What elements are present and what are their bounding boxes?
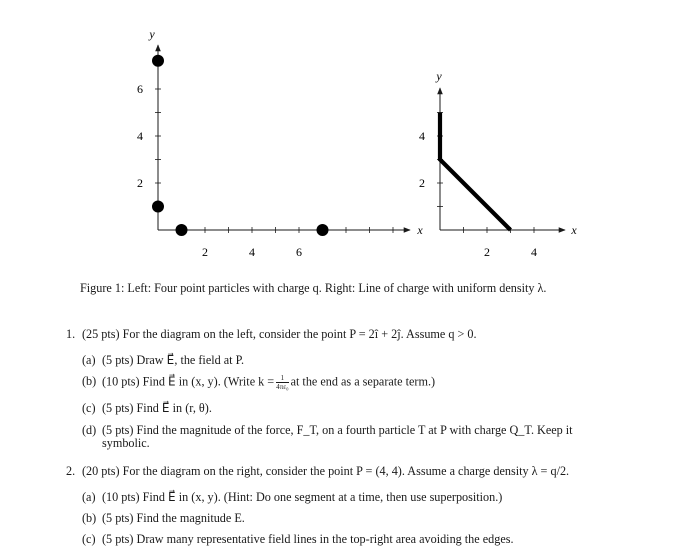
line-charge <box>440 113 511 231</box>
question-2a-label: (a) <box>82 490 96 504</box>
left-y-tick-label: 6 <box>137 82 143 96</box>
question-2c-text: (5 pts) Draw many representative field lines in the top-right area avoiding the edges. <box>102 532 514 546</box>
question-1d-label: (d) <box>82 423 97 437</box>
question-1c-text: (5 pts) Find E⃗ in (r, θ). <box>102 401 212 415</box>
question-2c-label: (c) <box>82 532 96 546</box>
right-x-tick-label: 4 <box>531 245 537 259</box>
right-y-tick-label: 4 <box>419 129 425 143</box>
left-plot <box>137 27 423 259</box>
question-1b-text: (10 pts) Find E⃗ in (x, y). (Write k = <box>102 374 275 389</box>
right-x-tick-label: 2 <box>484 245 490 259</box>
left-x-axis-label: x <box>417 223 423 237</box>
point-charge <box>152 201 164 213</box>
question-2 <box>66 464 569 479</box>
question-1b <box>82 374 435 391</box>
question-1c <box>82 401 212 416</box>
left-y-tick-label: 2 <box>137 176 143 190</box>
question-2c <box>82 532 514 547</box>
question-2-text: (20 pts) For the diagram on the right, consider the point P = (4, 4). Assume a charge density λ = q/2. <box>82 464 570 478</box>
question-2b <box>82 511 245 526</box>
point-charge <box>317 224 329 236</box>
left-y-tick-label: 4 <box>137 129 143 143</box>
left-charges <box>152 55 329 236</box>
left-x-ticks <box>182 227 394 259</box>
question-1d-text: (5 pts) Find the magnitude of the force, F_T, on a fourth particle T at P with charge Q_T. Keep it <box>102 423 573 437</box>
question-2-number: 2. <box>66 464 76 478</box>
left-x-tick-label: 6 <box>296 245 302 259</box>
question-1d <box>82 423 573 438</box>
question-2a-text: (10 pts) Find E⃗ in (x, y). (Hint: Do one segment at a time, then use superposition.) <box>102 490 503 504</box>
right-x-axis-label: x <box>571 223 577 237</box>
question-1-number: 1. <box>66 327 76 341</box>
k-fraction <box>276 374 288 391</box>
right-y-tick-label: 2 <box>419 176 425 190</box>
question-1d-text-line2: symbolic. <box>102 436 150 450</box>
left-x-tick-label: 4 <box>249 245 255 259</box>
question-1 <box>66 327 477 342</box>
question-1c-label: (c) <box>82 401 96 415</box>
question-1a <box>82 353 244 368</box>
point-charge <box>152 55 164 67</box>
left-y-ticks <box>137 66 161 207</box>
right-x-ticks <box>464 227 538 259</box>
right-plot <box>419 69 577 259</box>
question-1d-line2 <box>102 436 150 451</box>
question-1a-text: (5 pts) Draw E⃗, the field at P. <box>102 353 245 367</box>
point-charge <box>176 224 188 236</box>
question-1a-label: (a) <box>82 353 96 367</box>
figure-caption: Figure 1: Left: Four point particles with charge q. Right: Line of charge with uniform density λ. <box>80 281 547 295</box>
question-2a <box>82 490 502 505</box>
figure-1 <box>0 0 700 275</box>
question-2b-label: (b) <box>82 511 97 525</box>
left-x-tick-label: 2 <box>202 245 208 259</box>
question-1b-label: (b) <box>82 374 97 389</box>
question-2b-text: (5 pts) Find the magnitude E. <box>102 511 245 525</box>
question-1b-text-after: at the end as a separate term.) <box>290 374 436 389</box>
question-1-text: (25 pts) For the diagram on the left, consider the point P = 2î + 2ĵ. Assume q > 0. <box>82 327 477 341</box>
left-y-axis-label: y <box>149 27 155 41</box>
k-fraction-numerator: 1 <box>276 374 288 383</box>
right-y-axis-label: y <box>436 69 442 83</box>
k-fraction-denominator: 4πε₀ <box>276 383 289 391</box>
